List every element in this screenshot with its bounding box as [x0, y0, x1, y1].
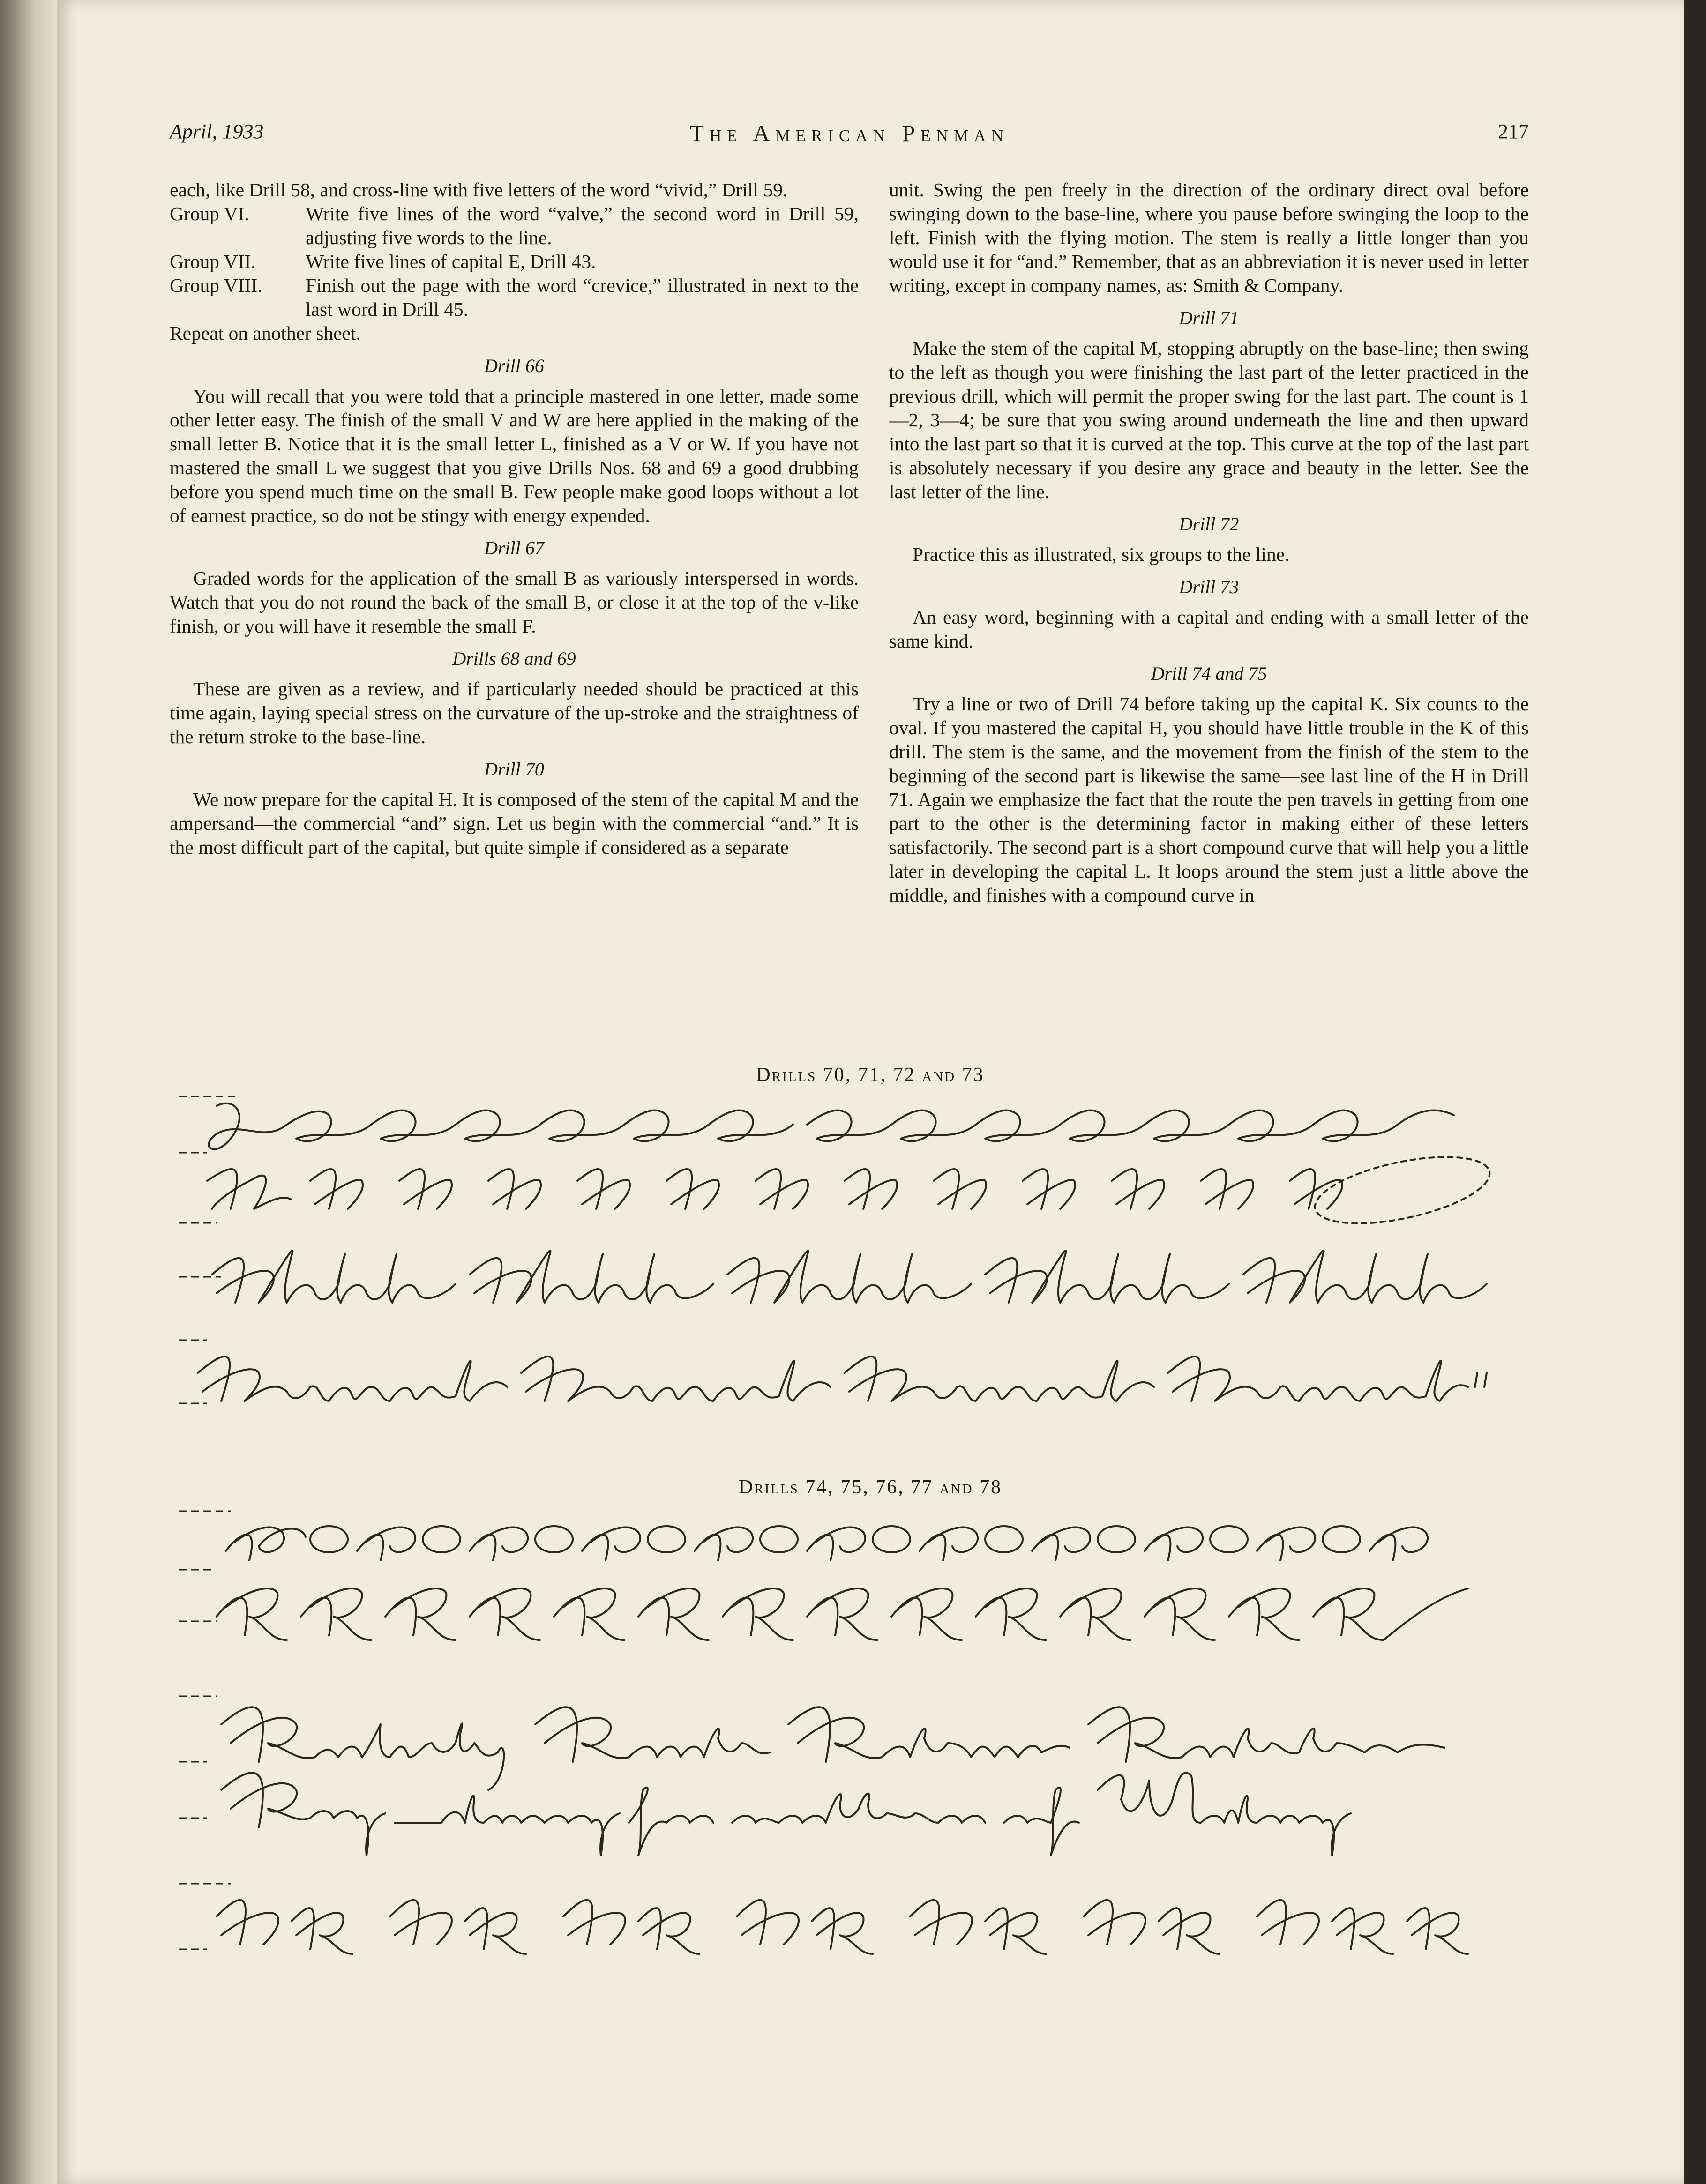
magazine-page: [57, 0, 1684, 2184]
drill-66-heading: Drill 66: [484, 355, 544, 376]
script-row-capital-h: [207, 1144, 1495, 1236]
magazine-title: The American Penman: [689, 120, 1009, 146]
group-text: Finish out the page with the word “crevice,” illustrated in next to the last word in Drill 45.: [306, 275, 859, 320]
drill-67-heading: Drill 67: [484, 537, 544, 559]
drill-71-text: Make the stem of the capital M, stopping abruptly on the base-line; then swing to the left as though you were finishing the last part of the letter practiced in the previous drill, which will permit the proper swing for the last part. The count is 1—2, 3—4; be sure that you swing around underneath the line and then upward into the last part so that it is curved at the top. This curve at the top of the last part is absolutely necessary if you desire any grace and beauty in the letter. See the last letter of the line.: [889, 337, 1529, 502]
group-label: Group VI.: [170, 203, 249, 224]
plate-1-script-drawing: [179, 1087, 1529, 1415]
drills-68-69-text: These are given as a review, and if particularly needed should be practiced at this time again, laying special stress on the curvature of the up-stroke and the straightness of the return stroke to the base-line.: [170, 678, 859, 747]
drill-72-text: Practice this as illustrated, six groups to the line.: [913, 544, 1290, 565]
plate-1-penmanship: [179, 1087, 1529, 1415]
plate-2-script-drawing: [179, 1499, 1529, 1968]
group-label: Group VIII.: [170, 275, 262, 296]
script-row-ampersands: [209, 1103, 1454, 1149]
group-repeat-note: Repeat on another sheet.: [170, 322, 361, 344]
group-item: [170, 274, 859, 321]
drill-73-heading: Drill 73: [1179, 576, 1239, 597]
drill-67-text: Graded words for the application of the small B as variously interspersed in words. Watch that you do not round the back of the small B, or close it at the top of the v-like finish, or you will have it resemble the small F.: [170, 567, 859, 637]
group-item: [170, 250, 859, 274]
binding-edge: [0, 0, 57, 2184]
plate-1-caption: Drills 70, 71, 72 and 73: [756, 1064, 985, 1086]
drill-70-continuation: unit. Swing the pen freely in the direction of the ordinary direct oval before swinging down to the base-line, where you pause before swinging the loop to the left. Finish with the flying motion. The stem is really a little longer than you would use it for “and.” Remember, that as an abbreviation it is never used in letter writing, except in company names, as: Smith & Company.: [889, 179, 1529, 296]
script-row-hannah: [198, 1357, 1487, 1401]
drill-74-75-text: Try a line or two of Drill 74 before taking up the capital K. Six counts to the oval. If you mastered the capital H, you should have little trouble in the K of this drill. The stem is the same, and the movement from the finish of the stem to the beginning of the second part is likewise the same—see last line of the H in Drill 71. Again we emphasize the fact that the route the pen travels in getting from one part to the other is the determining factor in making either of these letters satisfactorily. The second part is a short compound curve that will help you a little later in developing the capital L. It loops around the stem just a little above the middle, and finishes with a compound curve in: [889, 693, 1529, 906]
drill-70-heading: Drill 70: [484, 759, 544, 780]
drill-72-heading: Drill 72: [1179, 514, 1239, 535]
script-row-kentucky-kanaka: [221, 1707, 1444, 1790]
group-text: Write five lines of capital E, Drill 43.: [306, 251, 596, 272]
drill-73-text: An easy word, beginning with a capital and ending with a small letter of the same kind.: [889, 606, 1529, 652]
plate-2-caption: Drills 74, 75, 76, 77 and 78: [738, 1476, 1003, 1498]
script-row-capital-k: [217, 1588, 1468, 1640]
script-row-k-ovals: [226, 1526, 1428, 1560]
drill-66-text: You will recall that you were told that a principle mastered in one letter, made some other letter easy. The finish of the small V and W are here applied in the making of the small letter B. Notice that it is the small letter L, finished as a V or W. If you have not mastered the small L we suggest that you give Drills Nos. 68 and 69 a good drubbing before you spend much time on the small B. Few people make good loops without a lot of earnest practice, so do not be stingy with energy expended.: [170, 385, 859, 526]
drill-70-text: We now prepare for the capital H. It is composed of the stem of the capital M and the ampersand—the commercial “and” sign. Let us begin with the commercial “and.” It is the most difficult part of the capital, but quite simple if considered as a separate: [170, 789, 859, 858]
drill-74-75-heading: Drill 74 and 75: [1151, 663, 1267, 684]
left-column: [170, 178, 859, 859]
right-column: [889, 178, 1529, 907]
script-row-hhhh: [212, 1251, 1487, 1303]
drills-68-69-heading: Drills 68 and 69: [452, 648, 576, 669]
page-number: 217: [1498, 120, 1529, 143]
group-text: Write five lines of the word “valve,” the second word in Drill 59, adjusting five words to the line.: [306, 203, 859, 248]
group-item: [170, 202, 859, 250]
page-header: [170, 119, 1529, 157]
group-continuation: each, like Drill 58, and cross-line with five letters of the word “vivid,” Drill 59.: [170, 179, 788, 201]
issue-date: April, 1933: [170, 120, 264, 143]
group-label: Group VII.: [170, 251, 256, 272]
script-row-hk: [217, 1900, 1468, 1954]
plate-2-penmanship: [179, 1499, 1529, 1968]
drill-71-heading: Drill 71: [1179, 307, 1239, 328]
script-row-keep-striving: [221, 1773, 1351, 1856]
